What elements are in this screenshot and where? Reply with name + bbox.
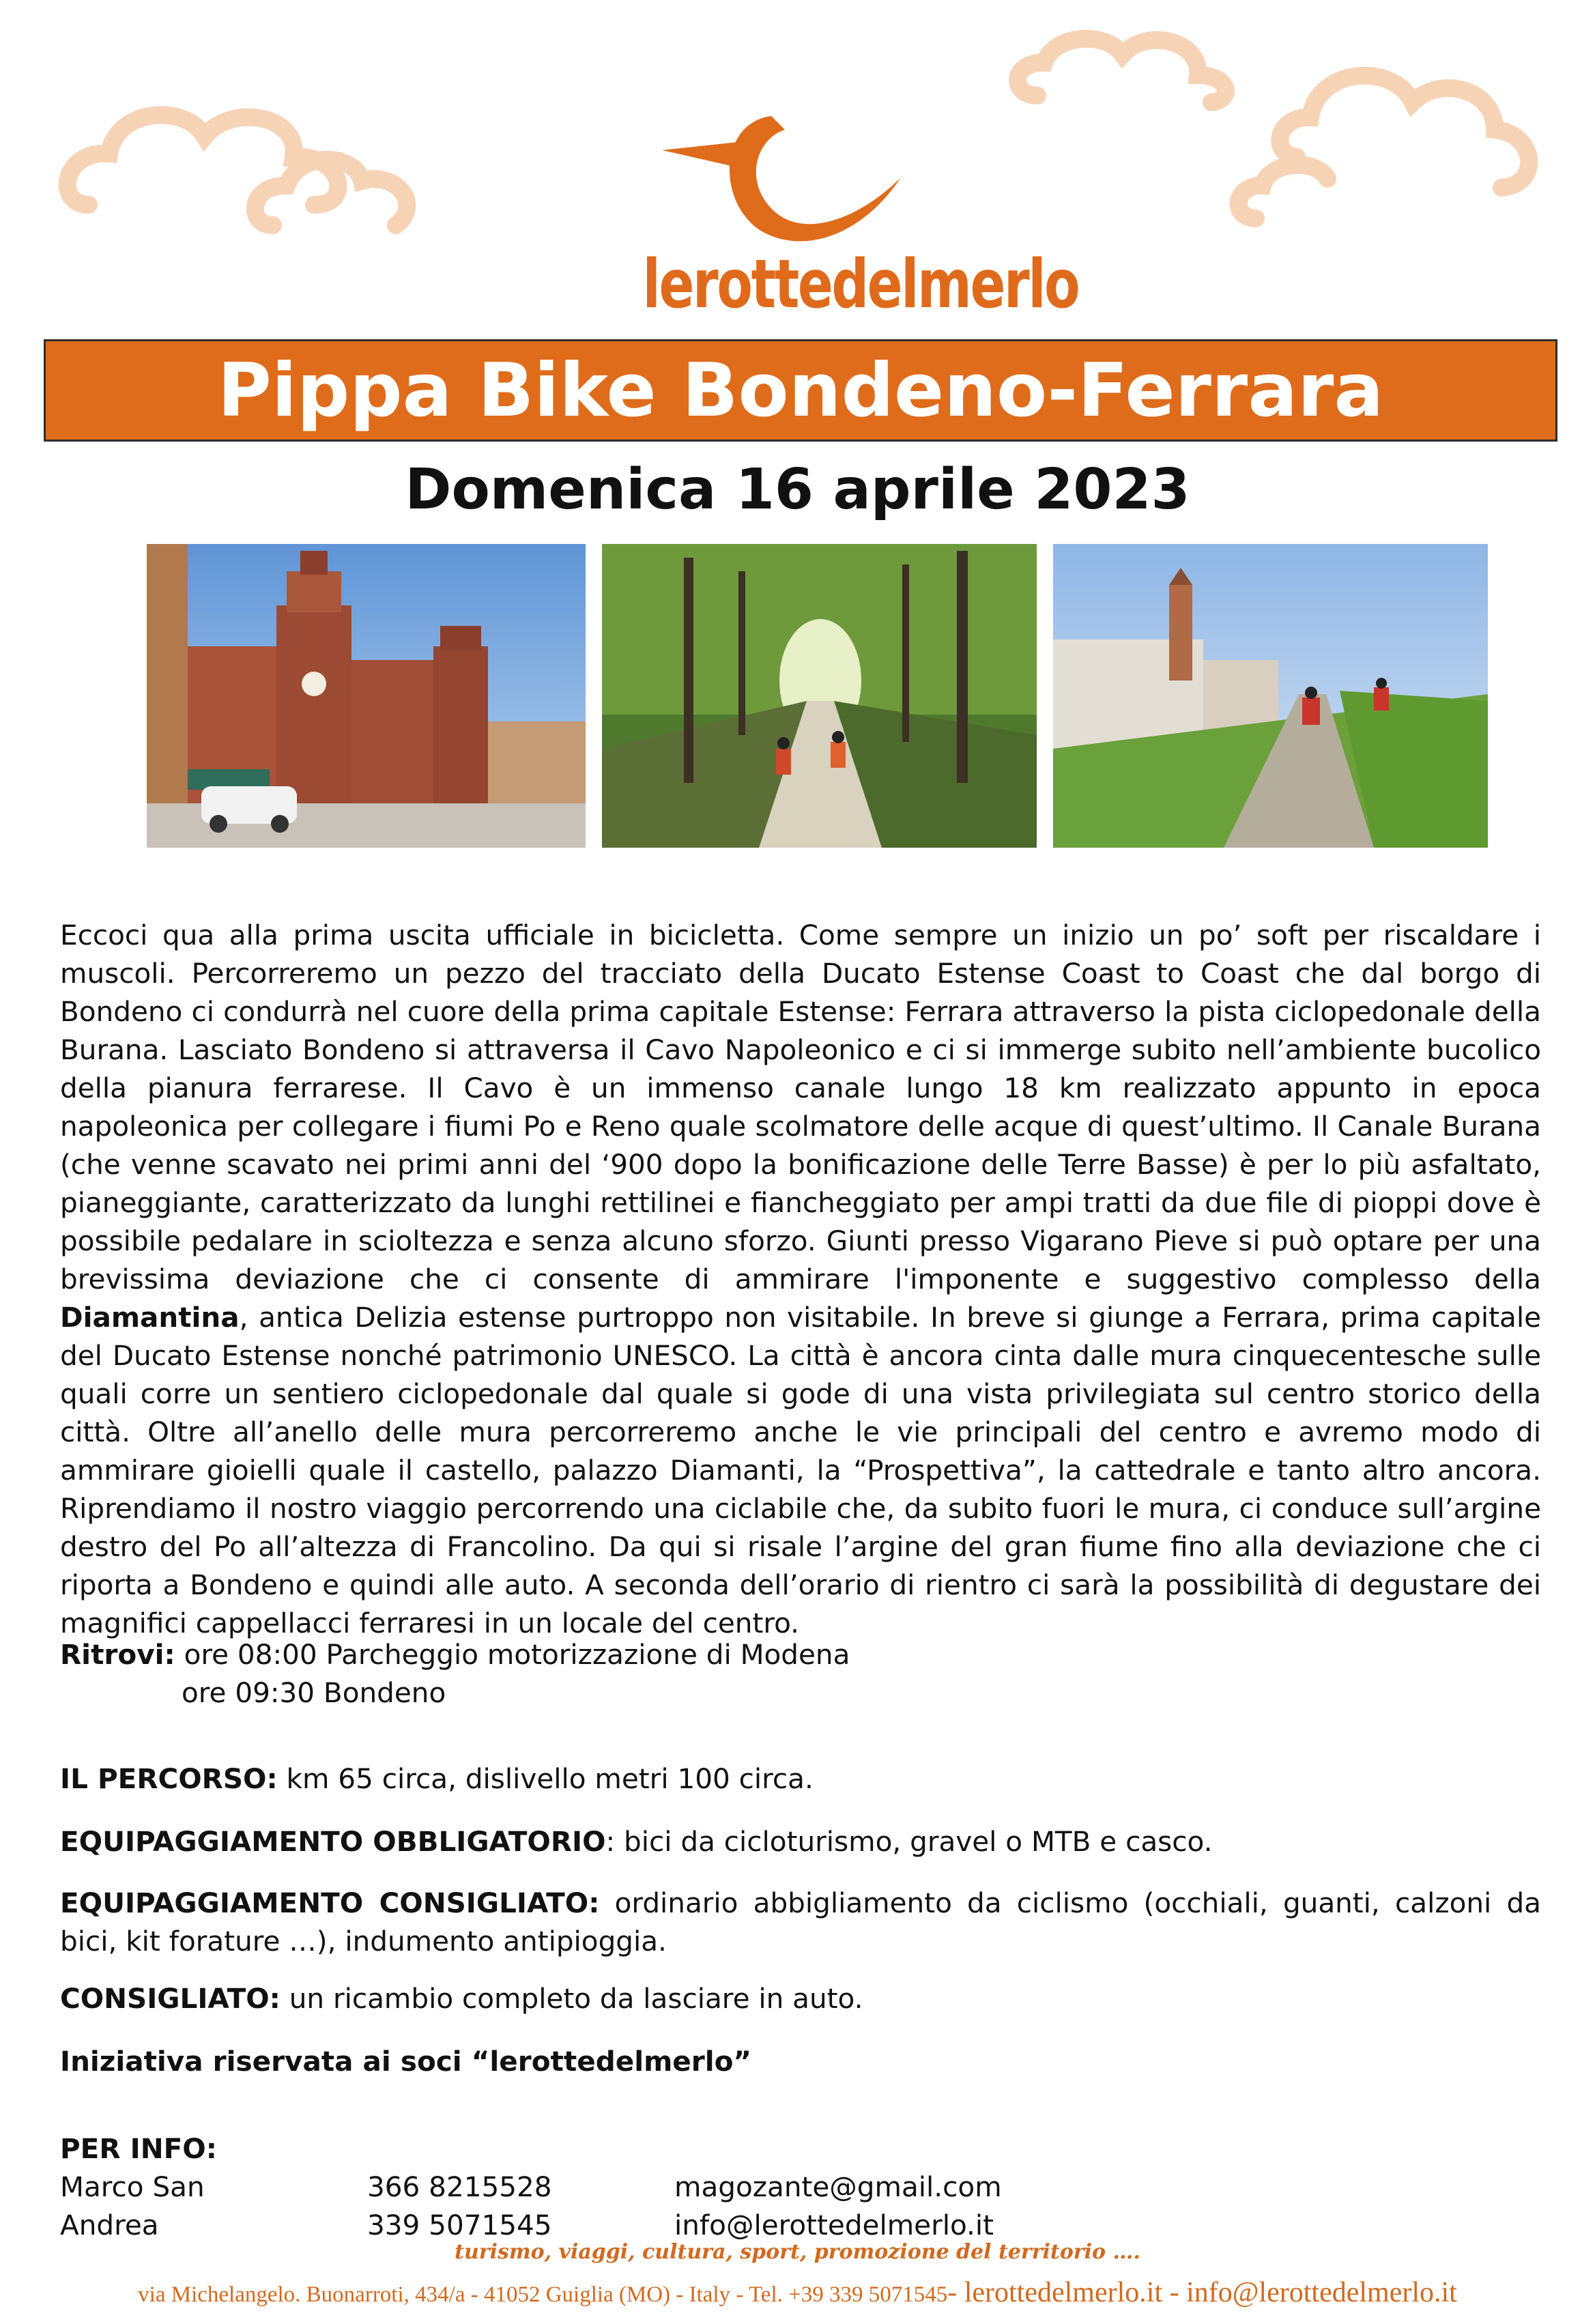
- contact-phone: 339 5071545: [367, 2209, 552, 2241]
- info-label: PER INFO:: [60, 2132, 217, 2165]
- page-title: Pippa Bike Bondeno-Ferrara: [217, 347, 1384, 433]
- iniziativa-text: Iniziativa riservata ai soci “lerottedelmerlo”: [60, 2045, 752, 2078]
- equip-obbligatorio-section: [60, 1822, 1541, 1861]
- footer-links[interactable]: - lerottedelmerlo.it - info@lerottedelmerlo.it: [947, 2277, 1457, 2308]
- equip-obbligatorio-label: EQUIPAGGIAMENTO OBBLIGATORIO: [60, 1825, 606, 1858]
- contact-email[interactable]: magozante@gmail.com: [674, 2170, 1002, 2203]
- event-description: [60, 916, 1541, 1642]
- contact-email[interactable]: info@lerottedelmerlo.it: [674, 2209, 994, 2241]
- ritrovi-line1: ore 08:00 Parcheggio motorizzazione di Modena: [175, 1638, 850, 1671]
- percorso-label: IL PERCORSO:: [60, 1762, 278, 1795]
- equip-consigliato-label: EQUIPAGGIAMENTO CONSIGLIATO:: [60, 1887, 600, 1919]
- footer-address: via Michelangelo. Buonarroti, 434/a - 41052 Guiglia (MO) - Italy - Tel. +39 339 5071545: [138, 2282, 948, 2307]
- tree-lined-path-photo: [602, 544, 1037, 848]
- contact-row: [60, 2206, 1084, 2244]
- footer-tagline: turismo, viaggi, cultura, sport, promozione del territorio ….: [455, 2240, 1140, 2264]
- consigliato-section: [60, 1979, 1541, 2018]
- description-part2: , antica Delizia estense purtroppo non visitabile. In breve si giunge a Ferrara, prima capitale del Ducato Estense nonché patrimonio UNESCO. La città è ancora cinta dalle mura cinquecentesche sulle quali corre un sentiero ciclopedonale dal quale si gode di una vista privilegiata sul centro storico della città. Oltre all’anello delle mura percorreremo anche le vie principali del centro e avremo modo di ammirare gioielli quale il castello, palazzo Diamanti, la “Prospettiva”, la cattedrale e tanto altro ancora. Riprendiamo il nostro viaggio percorrendo una ciclabile che, da subito fuori le mura, ci conduce sull’argine destro del Po all’altezza di Francolino. Da qui si risale l’argine del gran fiume fino alla deviazione che ci riporta a Bondeno e quindi alle auto. A seconda dell’orario di rientro ci sarà la possibilità di degustare dei magnifici cappellacci ferraresi in un locale del centro.: [60, 1301, 1541, 1639]
- description-part1: Eccoci qua alla prima uscita ufficiale in bicicletta. Come sempre un inizio un po’ soft per riscaldare i muscoli. Percorreremo un pezzo del tracciato della Ducato Estense Coast to Coast che dal borgo di Bondeno ci condurrà nel cuore della prima capitale Estense: Ferrara attraverso la pista ciclopedonale della Burana. Lasciato Bondeno si attraversa il Cavo Napoleonico e ci si immerge subito nell’ambiente bucolico della pianura ferrarese. Il Cavo è un immenso canale lungo 18 km realizzato appunto in epoca napoleonica per collegare i fiumi Po e Reno quale scolmatore delle acque di quest’ultimo. Il Canale Burana (che venne scavato nei primi anni del ‘900 dopo la bonificazione delle Terre Basse) è per lo più asfaltato, pianeggiante, caratterizzato da lunghi rettilinei e fiancheggiato per ampi tratti da due file di pioppi dove è possibile pedalare in scioltezza e senza alcuno sforzo. Giunti presso Vigarano Pieve si può optare per una brevissima deviazione che ci consente di ammirare l'imponente e suggestivo complesso della: [60, 919, 1541, 1295]
- info-section: [60, 2129, 1084, 2244]
- equip-consigliato-text: ordinario abbigliamento da ciclismo (occhiali, guanti, calzoni da bici, kit forature …), indumento antipioggia.: [60, 1887, 1541, 1957]
- footer-contact-line: [0, 2276, 1595, 2309]
- logo-bird-icon: [655, 102, 915, 259]
- castello-estense-photo: [147, 544, 586, 848]
- iniziativa-note: [60, 2042, 1541, 2080]
- contact-name: Marco San: [60, 2170, 205, 2203]
- consigliato-label: CONSIGLIATO:: [60, 1982, 281, 2015]
- ritrovi-line2: ore 09:30 Bondeno: [182, 1676, 446, 1709]
- event-date: Domenica 16 aprile 2023: [405, 457, 1190, 522]
- percorso-section: [60, 1760, 1541, 1798]
- contact-phone: 366 8215528: [367, 2170, 552, 2203]
- title-banner: [44, 339, 1557, 442]
- equip-obbligatorio-text: : bici da cicloturismo, gravel o MTB e casco.: [605, 1825, 1213, 1858]
- percorso-text: km 65 circa, dislivello metri 100 circa.: [277, 1762, 814, 1795]
- contact-name: Andrea: [60, 2209, 159, 2241]
- bondeno-cycle-path-photo: [1053, 544, 1488, 848]
- equip-consigliato-section: [60, 1884, 1541, 1960]
- contact-row: [60, 2168, 1084, 2206]
- description-highlight: Diamantina: [60, 1301, 240, 1334]
- consigliato-text: un ricambio completo da lasciare in auto.: [280, 1982, 863, 2015]
- logo-wordmark: lerottedelmerlo: [642, 246, 1079, 324]
- ritrovi-label: Ritrovi:: [60, 1638, 175, 1671]
- ritrovi-section: [60, 1635, 1541, 1712]
